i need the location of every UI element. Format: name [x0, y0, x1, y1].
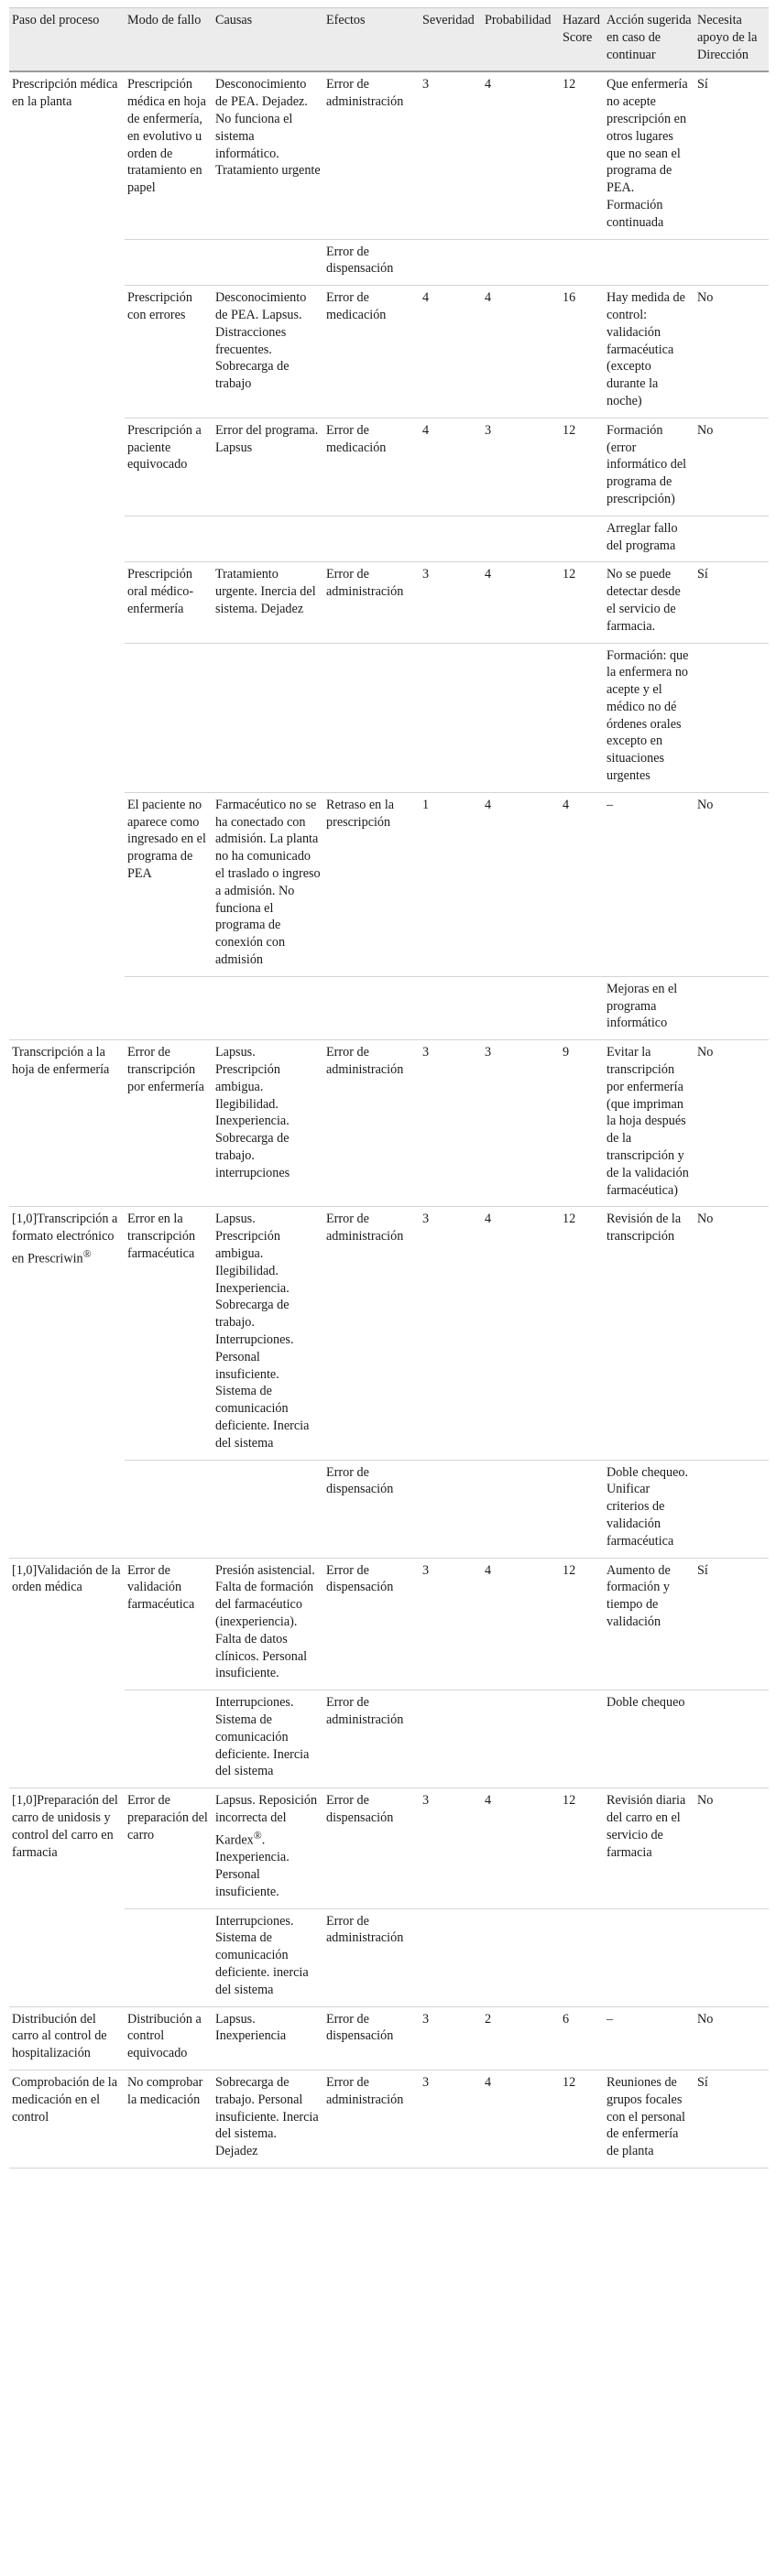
registered-mark: ®: [253, 1828, 262, 1842]
causes-cell: Lapsus. Prescripción ambigua. Ilegibilidad. Inexperiencia. Sobrecarga de trabajo. interrupciones: [213, 1040, 323, 1207]
action-cell: [604, 239, 694, 286]
process-step-cell: Comprobación de la medicación en el control: [9, 2071, 125, 2168]
failure-mode-cell: El paciente no aparece como ingresado en el programa de PEA: [125, 792, 213, 976]
severity-cell: 1: [420, 792, 482, 976]
support-cell: Sí: [694, 2071, 769, 2168]
effects-cell: Error de medicación: [323, 418, 420, 516]
hazard-score-cell: 12: [560, 2071, 604, 2168]
probability-cell: 4: [482, 792, 560, 976]
effects-cell: [323, 976, 420, 1039]
causes-cell: [213, 643, 323, 792]
effects-cell: [323, 516, 420, 562]
severity-cell: [420, 1690, 482, 1788]
causes-cell: Desconocimiento de PEA. Lapsus. Distracciones frecuentes. Sobrecarga de trabajo: [213, 286, 323, 418]
support-cell: [694, 976, 769, 1039]
probability-cell: [482, 643, 560, 792]
effects-cell: Error de dispensación: [323, 1460, 420, 1558]
failure-mode-cell: [125, 976, 213, 1039]
failure-mode-cell: Prescripción a paciente equivocado: [125, 418, 213, 516]
effects-cell: Error de administración: [323, 2071, 420, 2168]
failure-mode-cell: Error de preparación del carro: [125, 1788, 213, 1909]
table-row: [9, 2071, 769, 2168]
hazard-score-cell: [560, 1460, 604, 1558]
table-row: [9, 2006, 769, 2070]
effects-cell: Error de administración: [323, 1040, 420, 1207]
table-row: [9, 1788, 769, 1909]
failure-mode-cell: Prescripción médica en hoja de enfermería, en evolutivo u orden de tratamiento en papel: [125, 71, 213, 239]
severity-cell: [420, 1908, 482, 2006]
probability-cell: [482, 1908, 560, 2006]
hazard-score-cell: 12: [560, 1558, 604, 1690]
severity-cell: [420, 239, 482, 286]
hazard-score-cell: [560, 516, 604, 562]
support-cell: Sí: [694, 71, 769, 239]
severity-cell: [420, 643, 482, 792]
probability-cell: 3: [482, 1040, 560, 1207]
support-cell: [694, 239, 769, 286]
table-row: [9, 1207, 769, 1460]
hazard-score-cell: [560, 1908, 604, 2006]
support-cell: No: [694, 418, 769, 516]
failure-mode-cell: Error de transcripción por enfermería: [125, 1040, 213, 1207]
hazard-score-cell: 12: [560, 418, 604, 516]
table-body: [9, 71, 769, 2168]
hazard-score-cell: 4: [560, 792, 604, 976]
probability-cell: [482, 239, 560, 286]
header-management-support: Necesita apoyo de la Dirección: [694, 8, 769, 72]
severity-cell: 3: [420, 1207, 482, 1460]
probability-cell: 4: [482, 2071, 560, 2168]
severity-cell: 3: [420, 562, 482, 643]
table-row: [9, 1558, 769, 1690]
table-row: [9, 1040, 769, 1207]
failure-mode-cell: [125, 1690, 213, 1788]
failure-mode-cell: [125, 1460, 213, 1558]
causes-cell: Lapsus. Prescripción ambigua. Ilegibilidad. Inexperiencia. Sobrecarga de trabajo. Interrupciones. Personal insuficiente. Sistema de comunicación deficiente. Inercia del sistema: [213, 1207, 323, 1460]
action-cell: No se puede detectar desde el servicio de farmacia.: [604, 562, 694, 643]
severity-cell: [420, 1460, 482, 1558]
process-step-text: [1,0]Transcripción a formato electrónico en Prescriwin: [12, 1212, 118, 1266]
causes-cell: Interrupciones. Sistema de comunicación deficiente. Inercia del sistema: [213, 1690, 323, 1788]
hazard-score-cell: 12: [560, 562, 604, 643]
causes-cell: Sobrecarga de trabajo. Personal insuficiente. Inercia del sistema. Dejadez: [213, 2071, 323, 2168]
action-cell: Revisión de la transcripción: [604, 1207, 694, 1460]
process-step-cell: Transcripción a la hoja de enfermería: [9, 1040, 125, 1207]
header-suggested-action: Acción sugerida en caso de continuar: [604, 8, 694, 72]
table-header: [9, 8, 769, 72]
probability-cell: 4: [482, 1207, 560, 1460]
failure-mode-cell: Error en la transcripción farmacéutica: [125, 1207, 213, 1460]
support-cell: No: [694, 1788, 769, 1909]
action-cell: Aumento de formación y tiempo de validación: [604, 1558, 694, 1690]
causes-cell: Interrupciones. Sistema de comunicación deficiente. inercia del sistema: [213, 1908, 323, 2006]
hazard-score-cell: [560, 239, 604, 286]
effects-cell: Error de dispensación: [323, 2006, 420, 2070]
action-cell: Revisión diaria del carro en el servicio de farmacia: [604, 1788, 694, 1909]
severity-cell: 3: [420, 71, 482, 239]
probability-cell: [482, 516, 560, 562]
failure-mode-cell: [125, 1908, 213, 2006]
registered-mark: ®: [82, 1247, 92, 1260]
probability-cell: 2: [482, 2006, 560, 2070]
severity-cell: 3: [420, 1040, 482, 1207]
severity-cell: [420, 516, 482, 562]
action-cell: [604, 1908, 694, 2006]
action-cell: Formación: que la enfermera no acepte y el médico no dé órdenes orales excepto en situaciones urgentes: [604, 643, 694, 792]
severity-cell: 4: [420, 286, 482, 418]
action-cell: Evitar la transcripción por enfermería (que impriman la hoja después de la transcripción y de la validación farmacéutica): [604, 1040, 694, 1207]
hazard-score-cell: [560, 643, 604, 792]
process-step-cell: Distribución del carro al control de hospitalización: [9, 2006, 125, 2070]
effects-cell: Error de administración: [323, 1908, 420, 2006]
probability-cell: 4: [482, 1788, 560, 1909]
effects-cell: Error de administración: [323, 1207, 420, 1460]
causes-cell: Farmacéutico no se ha conectado con admisión. La planta no ha comunicado el traslado o ingreso a admisión. No funciona el programa de conexión con admisión: [213, 792, 323, 976]
causes-cell: Lapsus. Inexperiencia: [213, 2006, 323, 2070]
hazard-score-cell: 12: [560, 1788, 604, 1909]
causes-cell: Presión asistencial. Falta de formación del farmacéutico (inexperiencia). Falta de datos clínicos. Personal insuficiente.: [213, 1558, 323, 1690]
support-cell: No: [694, 2006, 769, 2070]
severity-cell: 3: [420, 2071, 482, 2168]
support-cell: [694, 1460, 769, 1558]
support-cell: Sí: [694, 1558, 769, 1690]
process-step-cell: [1,0]Validación de la orden médica: [9, 1558, 125, 1788]
effects-cell: Retraso en la prescripción: [323, 792, 420, 976]
failure-mode-cell: No comprobar la medicación: [125, 2071, 213, 2168]
probability-cell: 4: [482, 286, 560, 418]
process-step-cell: [9, 1207, 125, 1558]
causes-cell: [213, 976, 323, 1039]
failure-mode-cell: Error de validación farmacéutica: [125, 1558, 213, 1690]
action-cell: Hay medida de control: validación farmacéutica (excepto durante la noche): [604, 286, 694, 418]
failure-mode-cell: [125, 239, 213, 286]
action-cell: Reuniones de grupos focales con el personal de enfermería de planta: [604, 2071, 694, 2168]
effects-cell: Error de dispensación: [323, 1558, 420, 1690]
probability-cell: [482, 1460, 560, 1558]
header-severity: Severidad: [420, 8, 482, 72]
header-row: [9, 8, 769, 72]
effects-cell: Error de administración: [323, 1690, 420, 1788]
header-process-step: Paso del proceso: [9, 8, 125, 72]
hazard-score-cell: [560, 1690, 604, 1788]
causes-cell: [213, 1460, 323, 1558]
fmea-table: [9, 7, 769, 2168]
effects-cell: Error de medicación: [323, 286, 420, 418]
support-cell: No: [694, 792, 769, 976]
header-failure-mode: Modo de fallo: [125, 8, 213, 72]
support-cell: Sí: [694, 562, 769, 643]
failure-mode-cell: Prescripción oral médico-enfermería: [125, 562, 213, 643]
causes-cell: [213, 1788, 323, 1909]
header-hazard-score: Hazard Score: [560, 8, 604, 72]
causes-cell: Error del programa. Lapsus: [213, 418, 323, 516]
action-cell: Que enfermería no acepte prescripción en otros lugares que no sean el programa de PEA. Formación continuada: [604, 71, 694, 239]
process-step-cell: [1,0]Preparación del carro de unidosis y control del carro en farmacia: [9, 1788, 125, 2007]
causes-cell: Desconocimiento de PEA. Dejadez. No funciona el sistema informático. Tratamiento urgente: [213, 71, 323, 239]
severity-cell: [420, 976, 482, 1039]
probability-cell: 4: [482, 71, 560, 239]
effects-cell: Error de administración: [323, 71, 420, 239]
process-step-cell: Prescripción médica en la planta: [9, 71, 125, 1039]
hazard-score-cell: 6: [560, 2006, 604, 2070]
causes-cell: [213, 239, 323, 286]
effects-cell: Error de dispensación: [323, 1788, 420, 1909]
probability-cell: 4: [482, 562, 560, 643]
action-cell: Mejoras en el programa informático: [604, 976, 694, 1039]
hazard-score-cell: 16: [560, 286, 604, 418]
causes-cell: [213, 516, 323, 562]
hazard-score-cell: 12: [560, 1207, 604, 1460]
hazard-score-cell: 9: [560, 1040, 604, 1207]
support-cell: No: [694, 286, 769, 418]
severity-cell: 4: [420, 418, 482, 516]
support-cell: [694, 1908, 769, 2006]
failure-mode-cell: Prescripción con errores: [125, 286, 213, 418]
severity-cell: 3: [420, 1558, 482, 1690]
support-cell: [694, 1690, 769, 1788]
header-probability: Probabilidad: [482, 8, 560, 72]
support-cell: No: [694, 1040, 769, 1207]
support-cell: [694, 643, 769, 792]
severity-cell: 3: [420, 1788, 482, 1909]
action-cell: –: [604, 2006, 694, 2070]
probability-cell: 3: [482, 418, 560, 516]
action-cell: –: [604, 792, 694, 976]
header-causes: Causas: [213, 8, 323, 72]
action-cell: Doble chequeo: [604, 1690, 694, 1788]
header-effects: Efectos: [323, 8, 420, 72]
action-cell: Doble chequeo. Unificar criterios de validación farmacéutica: [604, 1460, 694, 1558]
causes-cell: Tratamiento urgente. Inercia del sistema. Dejadez: [213, 562, 323, 643]
hazard-score-cell: 12: [560, 71, 604, 239]
support-cell: [694, 516, 769, 562]
action-cell: Arreglar fallo del programa: [604, 516, 694, 562]
probability-cell: 4: [482, 1558, 560, 1690]
failure-mode-cell: [125, 643, 213, 792]
probability-cell: [482, 976, 560, 1039]
effects-cell: Error de administración: [323, 562, 420, 643]
probability-cell: [482, 1690, 560, 1788]
effects-cell: Error de dispensación: [323, 239, 420, 286]
table-row: [9, 71, 769, 239]
support-cell: No: [694, 1207, 769, 1460]
severity-cell: 3: [420, 2006, 482, 2070]
failure-mode-cell: Distribución a control equivocado: [125, 2006, 213, 2070]
failure-mode-cell: [125, 516, 213, 562]
effects-cell: [323, 643, 420, 792]
action-cell: Formación (error informático del programa de prescripción): [604, 418, 694, 516]
causes-text: Lapsus. Reposición incorrecta del Kardex: [215, 1793, 318, 1848]
causes-text: . Inexperiencia. Personal insuficiente.: [215, 1832, 290, 1899]
hazard-score-cell: [560, 976, 604, 1039]
